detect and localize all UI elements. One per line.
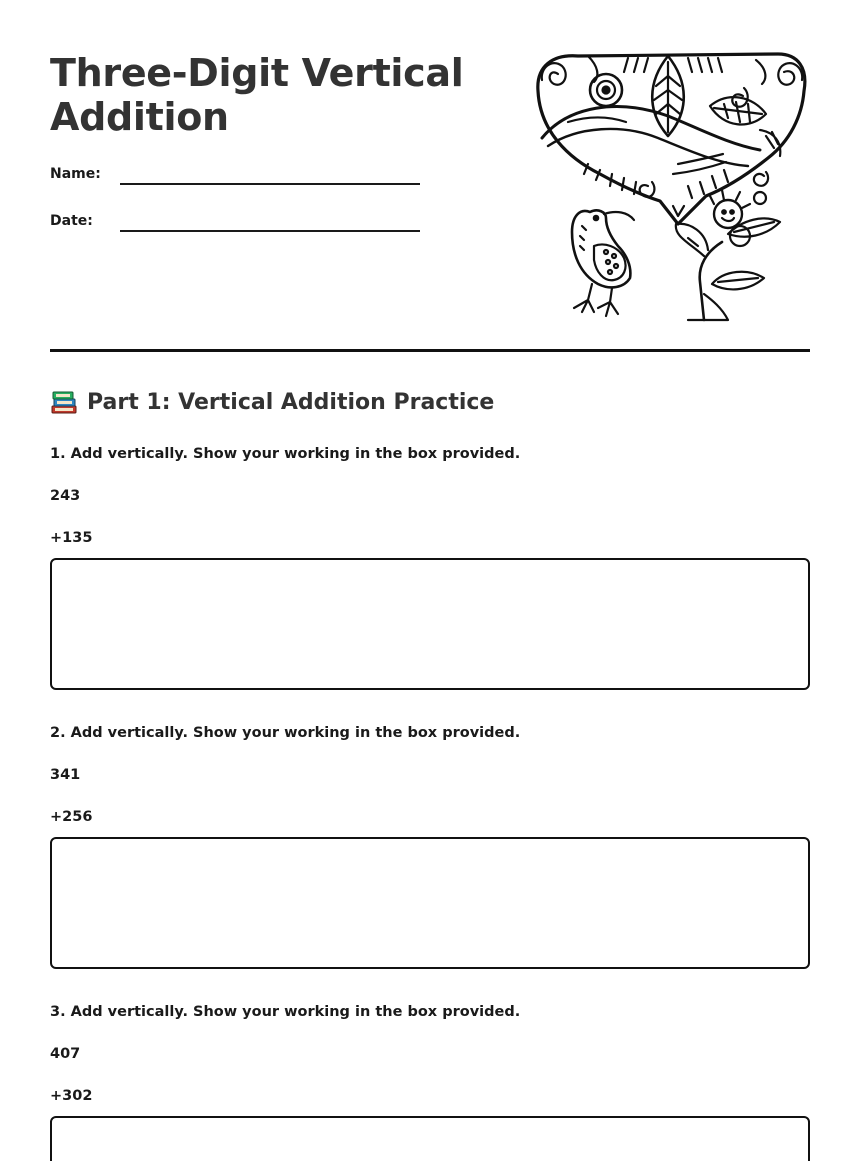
date-label: Date: (50, 213, 93, 229)
second-addend: +135 (50, 530, 93, 546)
second-addend: +256 (50, 809, 93, 825)
first-addend: 407 (50, 1046, 81, 1062)
bird-flower-illustration (528, 46, 810, 326)
worksheet-title: Three-Digit Vertical Addition (50, 51, 464, 139)
question-prompt: 2. Add vertically. Show your working in the box provided. (50, 725, 521, 741)
header-divider (50, 349, 810, 352)
name-field (50, 166, 420, 190)
date-field (50, 213, 420, 237)
working-box[interactable] (50, 1116, 810, 1161)
name-line[interactable] (120, 183, 420, 185)
first-addend: 341 (50, 767, 81, 783)
section-heading-text: Part 1: Vertical Addition Practice (87, 390, 495, 415)
working-box[interactable] (50, 558, 810, 690)
first-addend: 243 (50, 488, 81, 504)
date-line[interactable] (120, 230, 420, 232)
question-prompt: 1. Add vertically. Show your working in the box provided. (50, 446, 521, 462)
second-addend: +302 (50, 1088, 93, 1104)
working-box[interactable] (50, 837, 810, 969)
question-prompt: 3. Add vertically. Show your working in the box provided. (50, 1004, 521, 1020)
name-label: Name: (50, 166, 101, 182)
section-heading (50, 388, 494, 418)
books-icon (50, 390, 78, 416)
